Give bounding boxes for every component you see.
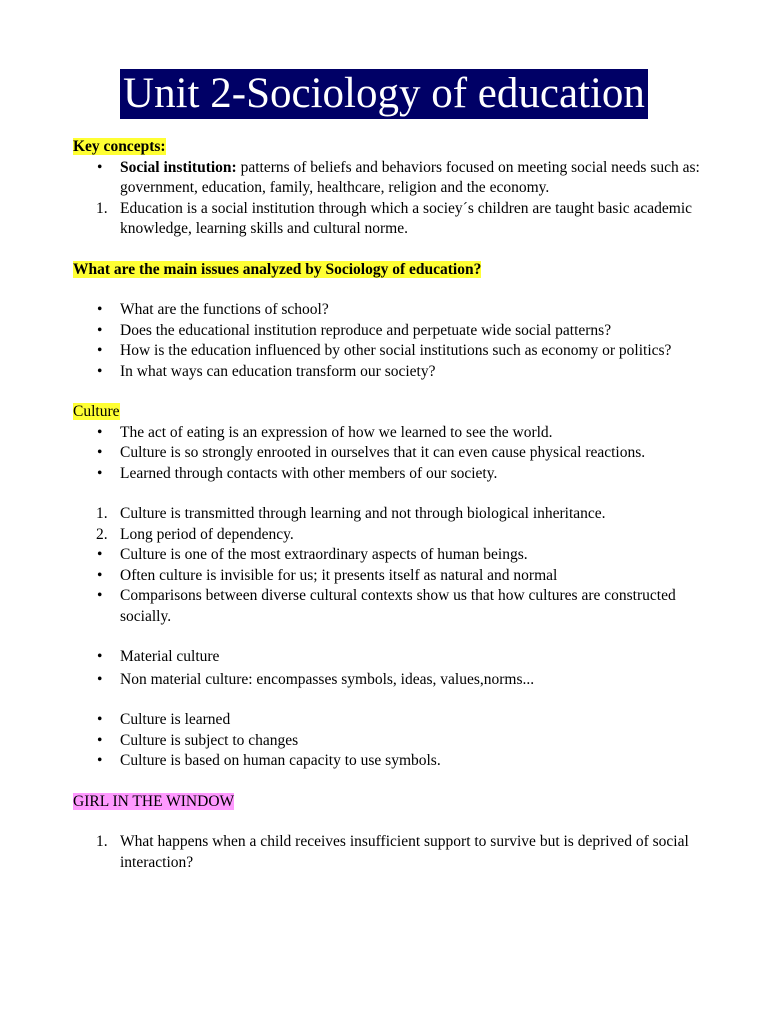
list-item-text: Comparisons between diverse cultural contexts show us that how cultures are constructed socially. [120,587,676,625]
list-item [73,586,713,627]
key-concepts-heading [73,137,713,158]
bullet-marker: • [97,362,103,380]
key-concepts-numbered [73,199,713,240]
spacer [73,484,713,504]
list-item [73,321,713,342]
list-item-text: Often culture is invisible for us; it presents itself as natural and normal [120,566,558,584]
list-item-text: What happens when a child receives insufficient support to survive but is deprived of social interaction? [120,833,689,871]
list-item [73,710,713,731]
bullet-marker: • [97,158,103,176]
list-item [73,566,713,587]
list-item [73,832,713,873]
list-item-text: Culture is learned [120,711,231,728]
list-item-text: What are the functions of school? [120,301,329,318]
bullet-marker: • [97,731,103,749]
social-institution-definition: patterns of beliefs and behaviors focused on meeting social needs such as: government, education, family, healthcare, religion and the economy. [120,158,700,196]
culture-bullets-a [73,423,713,485]
bullet-marker: • [97,648,103,665]
list-item-text: Culture is transmitted through learning and not through biological inheritance. [120,505,606,522]
culture-bullets-c [73,647,713,690]
list-item-text: The act of eating is an expression of how we learned to see the world. [120,423,553,441]
bullet-marker: • [97,670,103,688]
list-item [73,731,713,752]
list-item [73,341,713,362]
bullet-marker: • [97,752,103,769]
number-marker: 2. [96,525,108,543]
number-marker: 1. [96,199,108,217]
culture-numbered [73,504,713,545]
issues-list [73,300,713,382]
spacer [73,627,713,647]
girl-numbered [73,832,713,873]
list-item-text: Material culture [120,648,220,665]
bullet-marker: • [97,321,103,339]
culture-bullets-d [73,710,713,772]
number-marker: 1. [96,833,108,850]
bullet-marker: • [97,444,103,461]
culture-bullets-b [73,545,713,627]
page-title: Unit 2-Sociology of education [120,69,648,119]
social-institution-term: Social institution: [120,158,237,176]
issues-heading [73,260,713,281]
list-item-text: Does the educational institution reproduce and perpetuate wide social patterns? [120,321,612,339]
issues-heading-text: What are the main issues analyzed by Sociology of education? [73,260,482,278]
bullet-marker: • [97,587,103,604]
bullet-marker: • [97,464,103,482]
list-item [73,423,713,444]
list-item [73,158,713,199]
list-item [73,670,713,691]
list-item [73,362,713,383]
list-item [73,300,713,321]
culture-heading [73,402,713,423]
girl-heading [73,792,713,813]
list-item [73,199,713,240]
spacer [73,280,713,300]
list-item-text: In what ways can education transform our society? [120,362,436,380]
list-item-text: Non material culture: encompasses symbols, ideas, values,norms... [120,670,535,688]
list-item [73,545,713,566]
spacer [73,772,713,792]
spacer [73,240,713,260]
list-item [73,443,713,464]
bullet-marker: • [97,301,103,318]
list-item [73,751,713,772]
list-item-text: Long period of dependency. [120,525,294,543]
list-item-text: Culture is subject to changes [120,731,299,749]
bullet-marker: • [97,546,103,563]
bullet-marker: • [97,711,103,728]
bullet-marker: • [97,342,103,359]
spacer [73,690,713,710]
list-item [73,647,713,668]
key-concepts-heading-text: Key concepts: [73,138,166,155]
culture-heading-text: Culture [73,403,120,420]
title-wrap [0,69,768,119]
list-item-text: Culture is based on human capacity to use symbols. [120,752,441,769]
spacer [73,812,713,832]
list-item-text: Education is a social institution through which a sociey´s children are taught basic academic knowledge, learning skills and cultural norme. [120,199,693,237]
key-concepts-bullets [73,158,713,199]
bullet-marker: • [97,423,103,441]
number-marker: 1. [96,505,108,522]
list-item-text: Culture is one of the most extraordinary aspects of human beings. [120,546,528,563]
list-item-text: How is the education influenced by other social institutions such as economy or politics? [120,342,672,359]
document-body [73,137,713,873]
list-item-text: Learned through contacts with other members of our society. [120,464,498,482]
list-item [73,504,713,525]
girl-heading-text: GIRL IN THE WINDOW [73,792,235,810]
list-item [73,464,713,485]
list-item-text: Culture is so strongly enrooted in ourselves that it can even cause physical reactions. [120,444,646,461]
list-item [73,525,713,546]
spacer [73,382,713,402]
bullet-marker: • [97,566,103,584]
